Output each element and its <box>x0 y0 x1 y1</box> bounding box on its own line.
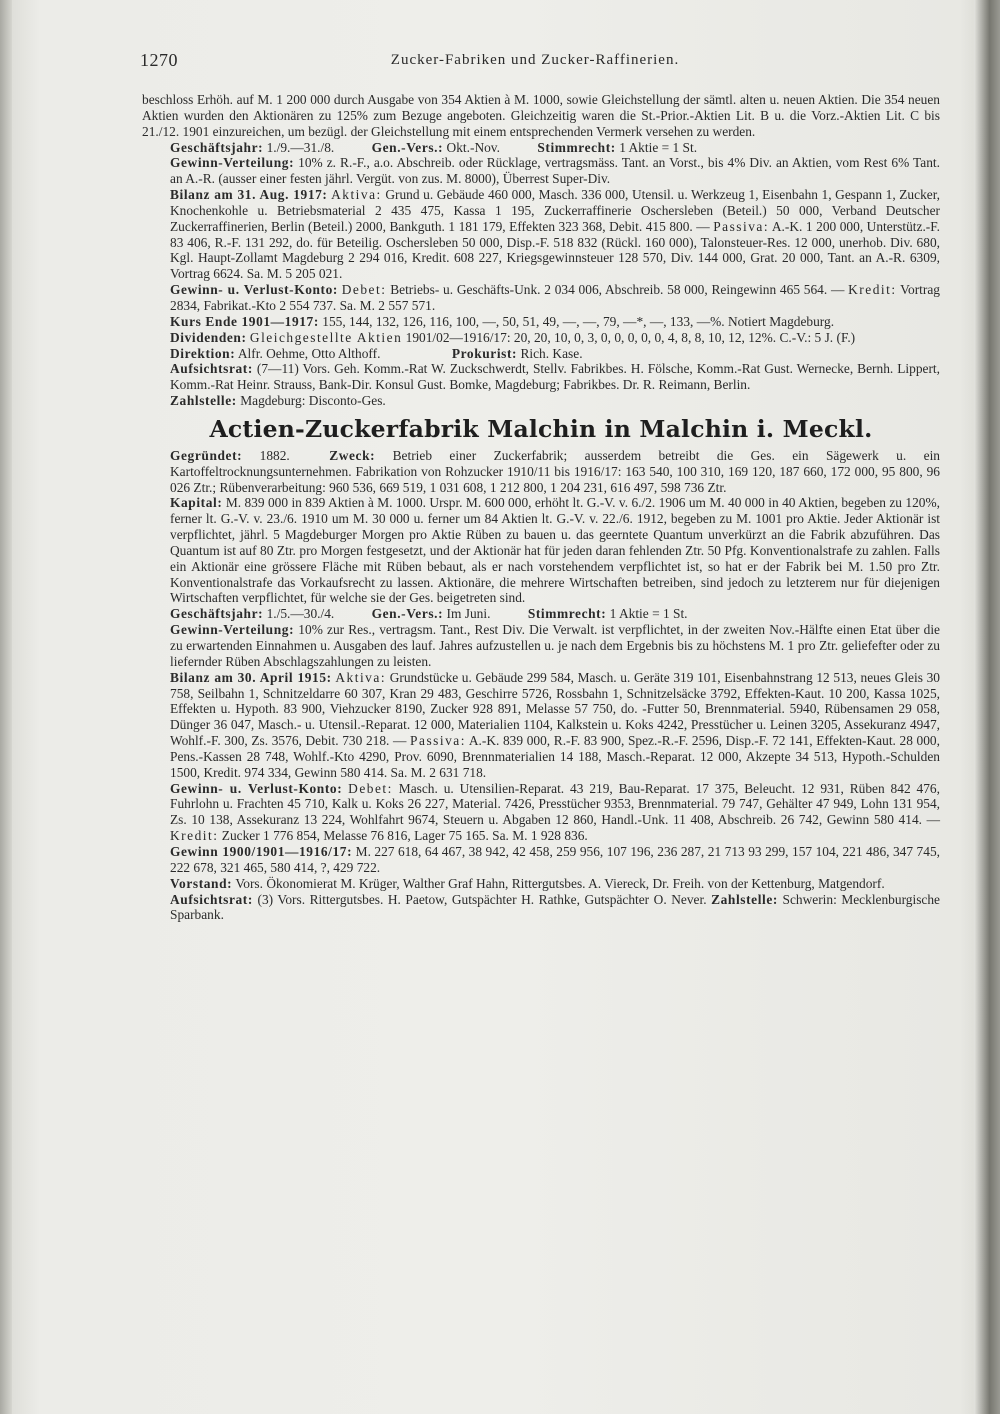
aufsichtsrat: (3) Vors. Rittergutsbes. H. Paetow, Gutspächter H. Rathke, Gutspächter O. Never. <box>257 891 707 907</box>
running-title: Zucker-Fabriken und Zucker-Raffinerien. <box>390 52 680 68</box>
prev-direktion: Alfr. Oehme, Otto Althoff. <box>237 345 381 361</box>
prev-aktiva-label: Aktiva: <box>331 187 382 203</box>
prev-guv-debet: Betriebs- u. Geschäfts-Unk. 2 034 006, Abschreib. 58 000, Reingewinn 465 564. — <box>390 282 845 298</box>
bilanz-aktiva: Grundstücke u. Gebäude 299 584, Masch. u. Geräte 319 101, Eisenbahnstrang 12 513, neues Gleis 30 758, Seilbahn 1, Schnitzeldarre 60 307, Kran 29 483, Geschirre 5726, Rossbahn 1, Schnitzelsäcke 3792, Effekten-Kaut. 10 200, Kassa 1025, Effekten u. Hypoth. 83 900, Viehzucker 8190, Zucker 928 891, Melasse 57 750, do. -Futter 50, Brennmaterial. 5940, Rübensamen 29 058, Dünger 36 047, Masch.- u. Utensil.-Reparat. 12 000, Materialien 1104, Kalkstein u. Koks 4242, Presstücher u. Leinen 3205, Assekuranz 4947, Wohlf.-F. 300, Zs. 3576, Debit. 730 218. — <box>170 669 940 749</box>
page-right-edge <box>974 0 1000 1414</box>
prev-guv-paragraph <box>142 282 940 314</box>
kapital: M. 839 000 in 839 Aktien à M. 1000. Urspr. M. 600 000, erhöht lt. G.-V. v. 6./2. 1906 um M. 40 000 in 40 Aktien, begeben zu 120%, ferner lt. G.-V. v. 23./6. 1910 um M. 30 000 u. ferner um 84 Aktien lt. G.-V. v. 22./6. 1912, begeben zu M. 1001 pro Aktie. Jeder Aktionär ist verpflichtet, jährl. 5 Magdeburger Morgen pro Aktie Rüben zu bauen u. das geerntete Quantum unverkürzt an die Fabrik abzuführen. Das Quantum ist auf 80 Ztr. pro Morgen festgesetzt, und der Aktionär hat für jeden daran fehlenden Ztr. 50 Pfg. Konventionalstrafe zu zahlen. Falls ein Aktionär eine grössere Fläche mit Rüben bebaut, als er nach vorstehendem verpflichtet ist, so hat er der Fabrik bei M. 1.50 pro Ztr. Konventionalstrafe das Vorkaufsrecht zu lassen. Aktionäre, die mehrere Wirtschaften betreiben, sind jedoch zu letzterem nur für diejenigen Wirtschaften verpflichtet, für welche sie der Ges. beigetreten sind. <box>170 495 940 606</box>
bilanz-label: Bilanz am 30. April 1915: <box>170 669 332 685</box>
guv-debet: Masch. u. Utensilien-Reparat. 43 219, Bau-Reparat. 17 375, Beleucht. 12 931, Rüben 842 476, Fuhrlohn u. Frachten 45 710, Kalk u. Koks 26 227, Material. 7426, Presstücher 9353, Brennmaterial. 79 747, Gehälter 47 949, Lohn 131 954, Zs. 10 138, Assekuranz 13 224, Wohlfahrt 9674, Steuern u. Abgaben 12 860, Handl.-Unk. 11 408, Abschreib. 26 742, Gewinn 580 414. — <box>170 780 940 828</box>
gewinn-history: M. 227 618, 64 467, 38 942, 42 458, 259 956, 107 196, 236 287, 21 713 93 299, 157 104, 221 486, 347 745, 222 678, 321 465, 580 414, ?, 429 722. <box>170 843 940 875</box>
prev-gewinnverteilung-paragraph <box>142 155 940 187</box>
genvers: Im Juni. <box>446 606 491 622</box>
gewinnverteilung: 10% zur Res., vertragsm. Tant., Rest Div. Die Verwalt. ist verpflichtet, in der zweiten Nov.-Hälfte einen Etat über die zu erwartenden Einnahmen u. Ausgaben des lauf. Jahres aufzustellen u. je nach dem Ergebnis bis zu höchstens M. 1 pro Ztr. geliefefter oder zu liefernder Rüben Abschlagszahlungen zu leisten. <box>170 622 940 669</box>
page-number: 1270 <box>140 50 178 70</box>
prev-stimmrecht: 1 Aktie = 1 St. <box>619 139 698 155</box>
meta-line <box>142 606 940 622</box>
guv-label: Gewinn- u. Verlust-Konto: <box>170 780 343 796</box>
debet-label: Debet: <box>348 780 393 796</box>
prev-zahlstelle-line <box>142 393 940 409</box>
prev-kurs-paragraph <box>142 314 940 330</box>
prev-guv-label: Gewinn- u. Verlust-Konto: <box>170 282 338 298</box>
prev-genvers-label: Gen.-Vers.: <box>371 139 444 155</box>
prev-geschaeftsjahr: 1./9.—31./8. <box>266 139 335 155</box>
stimmrecht-label: Stimmrecht: <box>527 606 607 622</box>
vorstand-paragraph <box>142 876 940 892</box>
prev-direktion-line <box>142 346 940 362</box>
kredit-label: Kredit: <box>170 828 219 844</box>
page-body <box>142 92 940 923</box>
guv-paragraph <box>142 781 940 844</box>
prev-genvers: Okt.-Nov. <box>446 139 500 155</box>
page-left-edge <box>0 0 12 1414</box>
prev-dividenden-lead: Gleichgestellte Aktien <box>249 329 403 345</box>
prev-debet-label: Debet: <box>341 282 387 298</box>
prev-aufsichtsrat-paragraph <box>142 361 940 393</box>
prev-bilanz-paragraph <box>142 187 940 282</box>
gegruendet-label: Gegründet: <box>170 447 243 463</box>
prev-intro-paragraph: beschloss Erhöh. auf M. 1 200 000 durch Ausgabe von 354 Aktien à M. 1000, sowie Gleichstellung der sämtl. alten u. neuen Aktien. Die 354 neuen Aktien wurden den Aktionären zu 125% zum Bezuge angeboten. Gleichzeitig waren die St.-Prior.-Aktien Lit. B u. die Vorz.-Aktien Lit. C bis 21./12. 1901 einzureichen, um bezügl. der Gleichstellung mit einem entsprechenden Vermerk versehen zu werden. <box>142 92 940 139</box>
prev-dividenden-paragraph <box>142 330 940 346</box>
kapital-label: Kapital: <box>170 495 223 511</box>
prev-gewinnverteilung-label: Gewinn-Verteilung: <box>170 155 295 171</box>
prev-bilanz-passiva: A.-K. 1 200 000, Unterstütz.-F. 83 406, R.-F. 131 292, do. für Beteilig. Oschersleben 50 000, Disp.-F. 518 832 (Rückl. 160 000), Talonsteuer-Res. 12 000, unerhob. Div. 680, Kgl. Haupt-Zollamt Magdeburg 2 294 016, Kredit. 608 227, Kriegsgewinnsteuer 128 570, Div. 144 000, Grat. 20 000, Tant. an A.-R. 6309, Vortrag 6624. Sa. M. 5 205 021. <box>170 218 940 282</box>
prev-kurs: 155, 144, 132, 126, 116, 100, —, 50, 51, 49, —, —, 79, —*, —, 133, —%. Notiert Magdeburg. <box>322 313 835 329</box>
gewinnverteilung-label: Gewinn-Verteilung: <box>170 622 295 638</box>
prev-guv-kredit: Vortrag 2834, Fabrikat.-Kto 2 554 737. Sa. M. 2 557 571. <box>170 282 940 313</box>
gewinnverteilung-paragraph <box>142 622 940 670</box>
prev-dividenden: 1901/02—1916/17: 20, 20, 10, 0, 3, 0, 0, 0, 0, 0, 4, 8, 8, 10, 12, 12%. C.-V.: 5 J. (F.) <box>405 329 856 345</box>
vorstand: Vors. Ökonomierat M. Krüger, Walther Graf Hahn, Rittergutsbes. A. Viereck, Dr. Freih. von der Kettenburg, Matgendorf. <box>235 875 885 891</box>
genvers-label: Gen.-Vers.: <box>371 606 444 622</box>
passiva-label: Passiva: <box>410 733 466 749</box>
bilanz-paragraph <box>142 670 940 781</box>
prev-geschaeftsjahr-label: Geschäftsjahr: <box>170 139 264 155</box>
bilanz-passiva: A.-K. 839 000, R.-F. 83 900, Spez.-R.-F. 2596, Disp.-F. 72 141, Effekten-Kaut. 28 000, Pens.-Kassen 28 748, Wohlf.-Kto 4290, Prov. 6090, Brennmaterialien 14 188, Masch.-Reparat. 12 000, Akzepte 34 513, Hypoth.-Schulden 1500, Kredit. 974 334, Gewinn 580 414. Sa. M. 2 631 718. <box>170 733 940 780</box>
prev-aufsichtsrat-label: Aufsichtsrat: <box>170 361 253 377</box>
gewinn-history-paragraph <box>142 844 940 876</box>
geschaeftsjahr: 1./5.—30./4. <box>266 606 335 622</box>
prev-bilanz-aktiva: Grund u. Gebäude 460 000, Masch. 336 000, Utensil. u. Werkzeug 1, Eisenbahn 1, Gespann 1, Zucker, Knochenkohle u. Betriebsmaterial 2 435 475, Kassa 1 195, Zuckerraffinerie Oschersleben (Beteil.) 50 000, Verband Deutscher Zuckerraffinerien, Berlin (Beteil.) 2000, Bankguth. 1 181 179, Effekten 323 368, Debit. 415 800. — <box>170 187 940 234</box>
prev-kurs-label: Kurs Ende 1901—1917: <box>170 313 319 329</box>
stimmrecht: 1 Aktie = 1 St. <box>609 606 688 622</box>
zweck-label: Zweck: <box>329 447 376 463</box>
geschaeftsjahr-label: Geschäftsjahr: <box>170 606 264 622</box>
gegruendet-zweck-paragraph <box>142 448 940 496</box>
zweck: Betrieb einer Zuckerfabrik; ausserdem betreibt die Ges. ein Sägewerk u. ein Kartoffeltrocknungsunternehmen. Fabrikation von Rohzucker 1910/11 bis 1916/17: 163 540, 100 310, 169 120, 187 660, 172 000, 95 800, 96 026 Ztr.; Rübenverarbeitung: 960 536, 669 519, 1 031 608, 1 212 800, 1 204 231, 616 497, 598 736 Ztr. <box>170 447 940 495</box>
aufsichtsrat-paragraph <box>142 892 940 924</box>
gegruendet: 1882. <box>259 447 290 463</box>
aktiva-label: Aktiva: <box>335 669 387 685</box>
aufsichtsrat-label: Aufsichtsrat: <box>170 891 253 907</box>
prev-direktion-label: Direktion: <box>170 345 236 361</box>
prev-prokurist-label: Prokurist: <box>451 345 518 361</box>
prev-prokurist: Rich. Kase. <box>520 345 583 361</box>
prev-dividenden-label: Dividenden: <box>170 329 247 345</box>
prev-gewinnverteilung: 10% z. R.-F., a.o. Abschreib. oder Rücklage, vertragsmäss. Tant. an Vorst., bis 4% Div. an Aktien, vom Rest 6% Tant. an A.-R. (ausser einer festen jährl. Vergüt. von zus. M. 8000), Überrest Super-Div. <box>170 155 940 187</box>
zahlstelle-label: Zahlstelle: <box>711 891 778 907</box>
prev-kredit-label: Kredit: <box>848 282 897 298</box>
vorstand-label: Vorstand: <box>170 875 233 891</box>
prev-passiva-label: Passiva: <box>713 218 770 234</box>
prev-meta-line <box>142 140 940 156</box>
prev-zahlstelle: Magdeburg: Disconto-Ges. <box>240 393 386 409</box>
prev-bilanz-label: Bilanz am 31. Aug. 1917: <box>170 187 328 203</box>
prev-zahlstelle-label: Zahlstelle: <box>170 393 237 409</box>
gewinn-history-label: Gewinn 1900/1901—1916/17: <box>170 843 353 859</box>
page-header <box>140 50 930 74</box>
zahlstelle: Schwerin: Mecklenburgische Sparbank. <box>170 891 940 923</box>
prev-aufsichtsrat: (7—11) Vors. Geh. Komm.-Rat W. Zuckschwerdt, Stellv. Fabrikbes. H. Fölsche, Komm.-Rat Gust. Wernecke, Bernh. Lippert, Komm.-Rat Heinr. Strauss, Bank-Dir. Konsul Gust. Bomke, Magdeburg; Fabrikbes. Dr. R. Reimann, Berlin. <box>170 361 940 393</box>
guv-kredit: Zucker 1 776 854, Melasse 76 816, Lager 75 165. Sa. M. 1 928 836. <box>221 828 588 844</box>
company-title: Actien-Zuckerfabrik Malchin in Malchin i. Meckl. <box>209 414 873 443</box>
prev-stimmrecht-label: Stimmrecht: <box>537 139 616 155</box>
kapital-paragraph <box>142 495 940 606</box>
